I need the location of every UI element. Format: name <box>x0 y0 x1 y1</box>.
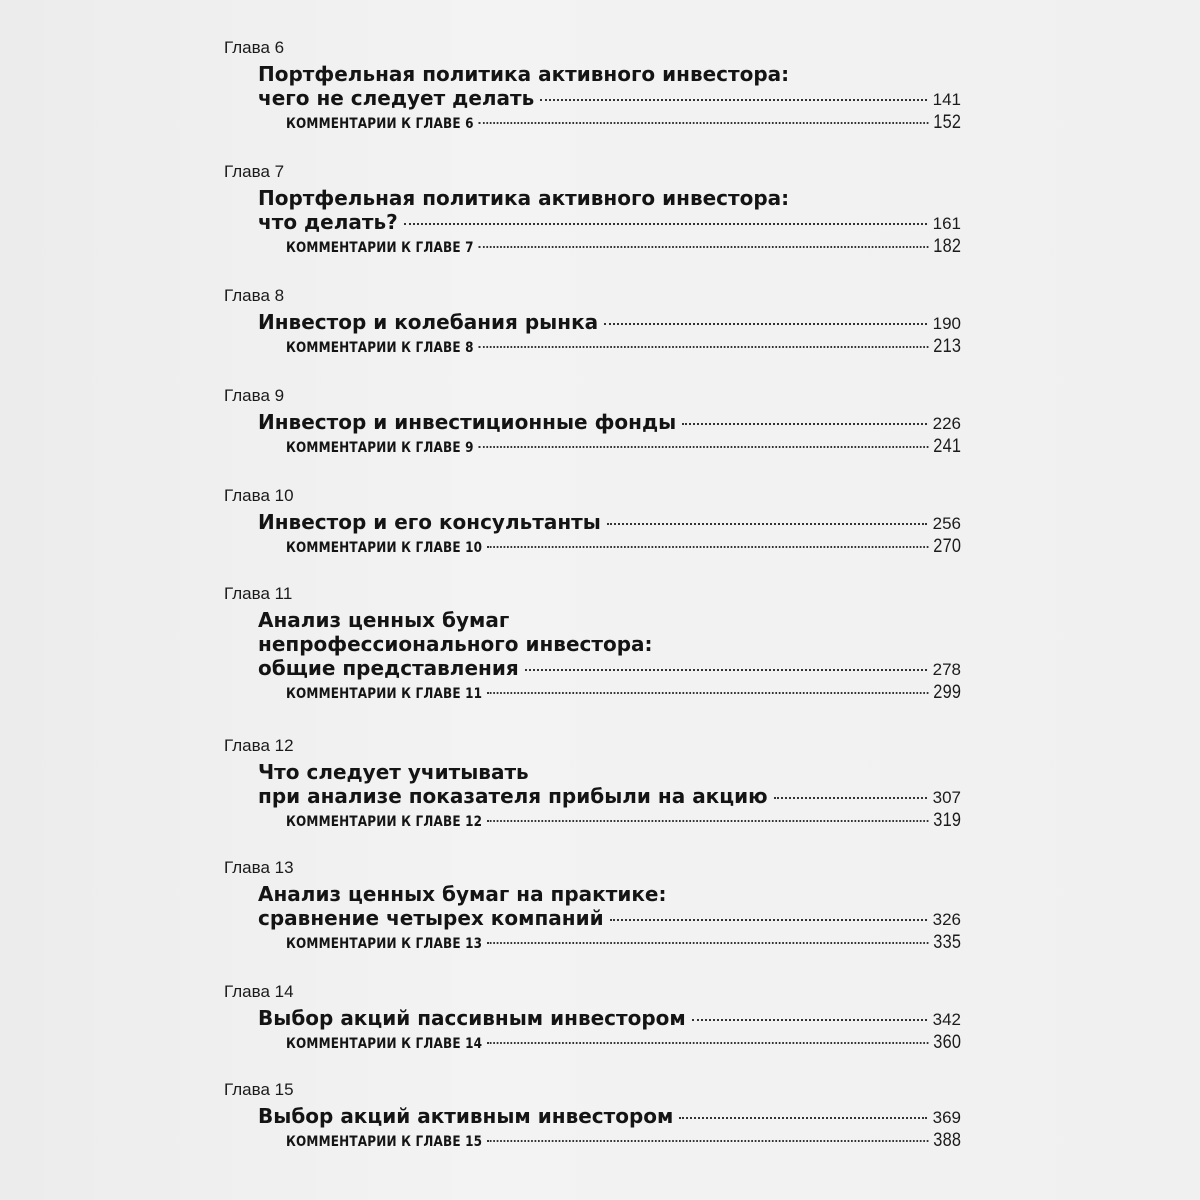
comments-title: КОММЕНТАРИИ К ГЛАВЕ 15 <box>286 1134 483 1150</box>
comments-entry[interactable] <box>286 682 961 704</box>
chapter-label: Глава 12 <box>224 736 294 755</box>
chapter-title-line: Анализ ценных бумаг на практике: <box>258 882 667 906</box>
chapter-title: Выбор акций пассивным инвестором <box>258 1006 686 1030</box>
chapter-title-line: непрофессионального инвестора: <box>258 632 653 656</box>
comments-title: КОММЕНТАРИИ К ГЛАВЕ 14 <box>286 1036 483 1052</box>
chapter-title: общие представления <box>258 656 519 680</box>
dot-leader <box>487 941 928 944</box>
page-number: 241 <box>933 436 962 457</box>
comments-title: КОММЕНТАРИИ К ГЛАВЕ 10 <box>286 540 483 556</box>
page-number: 360 <box>933 1032 962 1053</box>
chapter-label: Глава 6 <box>224 38 285 57</box>
dot-leader <box>604 322 926 325</box>
page-number: 342 <box>932 1010 961 1029</box>
dot-leader <box>487 819 928 822</box>
comments-entry[interactable] <box>286 1032 961 1054</box>
comments-title: КОММЕНТАРИИ К ГЛАВЕ 9 <box>286 440 474 456</box>
chapter-title: сравнение четырех компаний <box>258 906 604 930</box>
dot-leader <box>487 691 928 694</box>
page-number: 299 <box>933 682 962 703</box>
page-number: 335 <box>933 932 962 953</box>
chapter-title: Инвестор и инвестиционные фонды <box>258 410 677 434</box>
page-number: 161 <box>932 214 961 233</box>
comments-entry[interactable] <box>286 236 961 258</box>
page-number: 213 <box>933 336 962 357</box>
dot-leader <box>487 1041 928 1044</box>
toc-entry[interactable] <box>258 310 961 334</box>
toc-entry[interactable] <box>258 906 961 930</box>
page-number: 270 <box>933 536 962 557</box>
dot-leader <box>479 121 928 124</box>
toc-entry[interactable] <box>258 656 961 680</box>
dot-leader <box>479 445 928 448</box>
toc-entry[interactable] <box>258 210 961 234</box>
chapter-label: Глава 7 <box>224 162 285 181</box>
chapter-title: Выбор акций активным инвестором <box>258 1104 674 1128</box>
chapter-title: Инвестор и его консультанты <box>258 510 601 534</box>
page-number: 256 <box>932 514 961 533</box>
chapter-title: что делать? <box>258 210 398 234</box>
chapter-label: Глава 9 <box>224 386 285 405</box>
dot-leader <box>525 668 927 671</box>
chapter-label: Глава 10 <box>224 486 294 505</box>
comments-title: КОММЕНТАРИИ К ГЛАВЕ 8 <box>286 340 474 356</box>
chapter-label: Глава 15 <box>224 1080 294 1099</box>
page-number: 326 <box>932 910 961 929</box>
comments-title: КОММЕНТАРИИ К ГЛАВЕ 13 <box>286 936 483 952</box>
toc-entry[interactable] <box>258 510 961 534</box>
toc-entry[interactable] <box>258 784 961 808</box>
toc-entry[interactable] <box>258 410 961 434</box>
page-number: 388 <box>933 1130 962 1151</box>
dot-leader <box>479 345 928 348</box>
dot-leader <box>610 918 927 921</box>
page-number: 278 <box>932 660 961 679</box>
chapter-title: чего не следует делать <box>258 86 535 110</box>
comments-entry[interactable] <box>286 336 961 358</box>
comments-title: КОММЕНТАРИИ К ГЛАВЕ 6 <box>286 116 474 132</box>
chapter-label: Глава 8 <box>224 286 285 305</box>
chapter-label: Глава 11 <box>224 584 293 603</box>
page-number: 141 <box>932 90 961 109</box>
comments-entry[interactable] <box>286 536 961 558</box>
dot-leader <box>692 1018 927 1021</box>
comments-entry[interactable] <box>286 810 961 832</box>
comments-title: КОММЕНТАРИИ К ГЛАВЕ 7 <box>286 240 474 256</box>
page-number: 319 <box>933 810 962 831</box>
toc-entry[interactable] <box>258 86 961 110</box>
toc-entry[interactable] <box>258 1104 961 1128</box>
dot-leader <box>404 222 927 225</box>
dot-leader <box>487 545 928 548</box>
comments-entry[interactable] <box>286 932 961 954</box>
chapter-title: Инвестор и колебания рынка <box>258 310 599 334</box>
comments-entry[interactable] <box>286 436 961 458</box>
chapter-title-line: Анализ ценных бумаг <box>258 608 510 632</box>
page-number: 307 <box>932 788 961 807</box>
page-number: 226 <box>932 414 961 433</box>
chapter-label: Глава 13 <box>224 858 294 877</box>
comments-entry[interactable] <box>286 112 961 134</box>
chapter-title-line: Что следует учитывать <box>258 760 529 784</box>
page-number: 190 <box>932 314 961 333</box>
dot-leader <box>487 1139 928 1142</box>
dot-leader <box>479 245 928 248</box>
page-number: 182 <box>933 236 962 257</box>
dot-leader <box>540 98 926 101</box>
chapter-title-line: Портфельная политика активного инвестора: <box>258 186 790 210</box>
dot-leader <box>682 422 926 425</box>
comments-title: КОММЕНТАРИИ К ГЛАВЕ 11 <box>286 686 483 702</box>
chapter-title-line: Портфельная политика активного инвестора: <box>258 62 790 86</box>
page-number: 369 <box>932 1108 961 1127</box>
dot-leader <box>607 522 927 525</box>
chapter-label: Глава 14 <box>224 982 294 1001</box>
dot-leader <box>679 1116 926 1119</box>
comments-entry[interactable] <box>286 1130 961 1152</box>
comments-title: КОММЕНТАРИИ К ГЛАВЕ 12 <box>286 814 483 830</box>
page-number: 152 <box>933 112 962 133</box>
toc-entry[interactable] <box>258 1006 961 1030</box>
chapter-title: при анализе показателя прибыли на акцию <box>258 784 768 808</box>
dot-leader <box>774 796 927 799</box>
